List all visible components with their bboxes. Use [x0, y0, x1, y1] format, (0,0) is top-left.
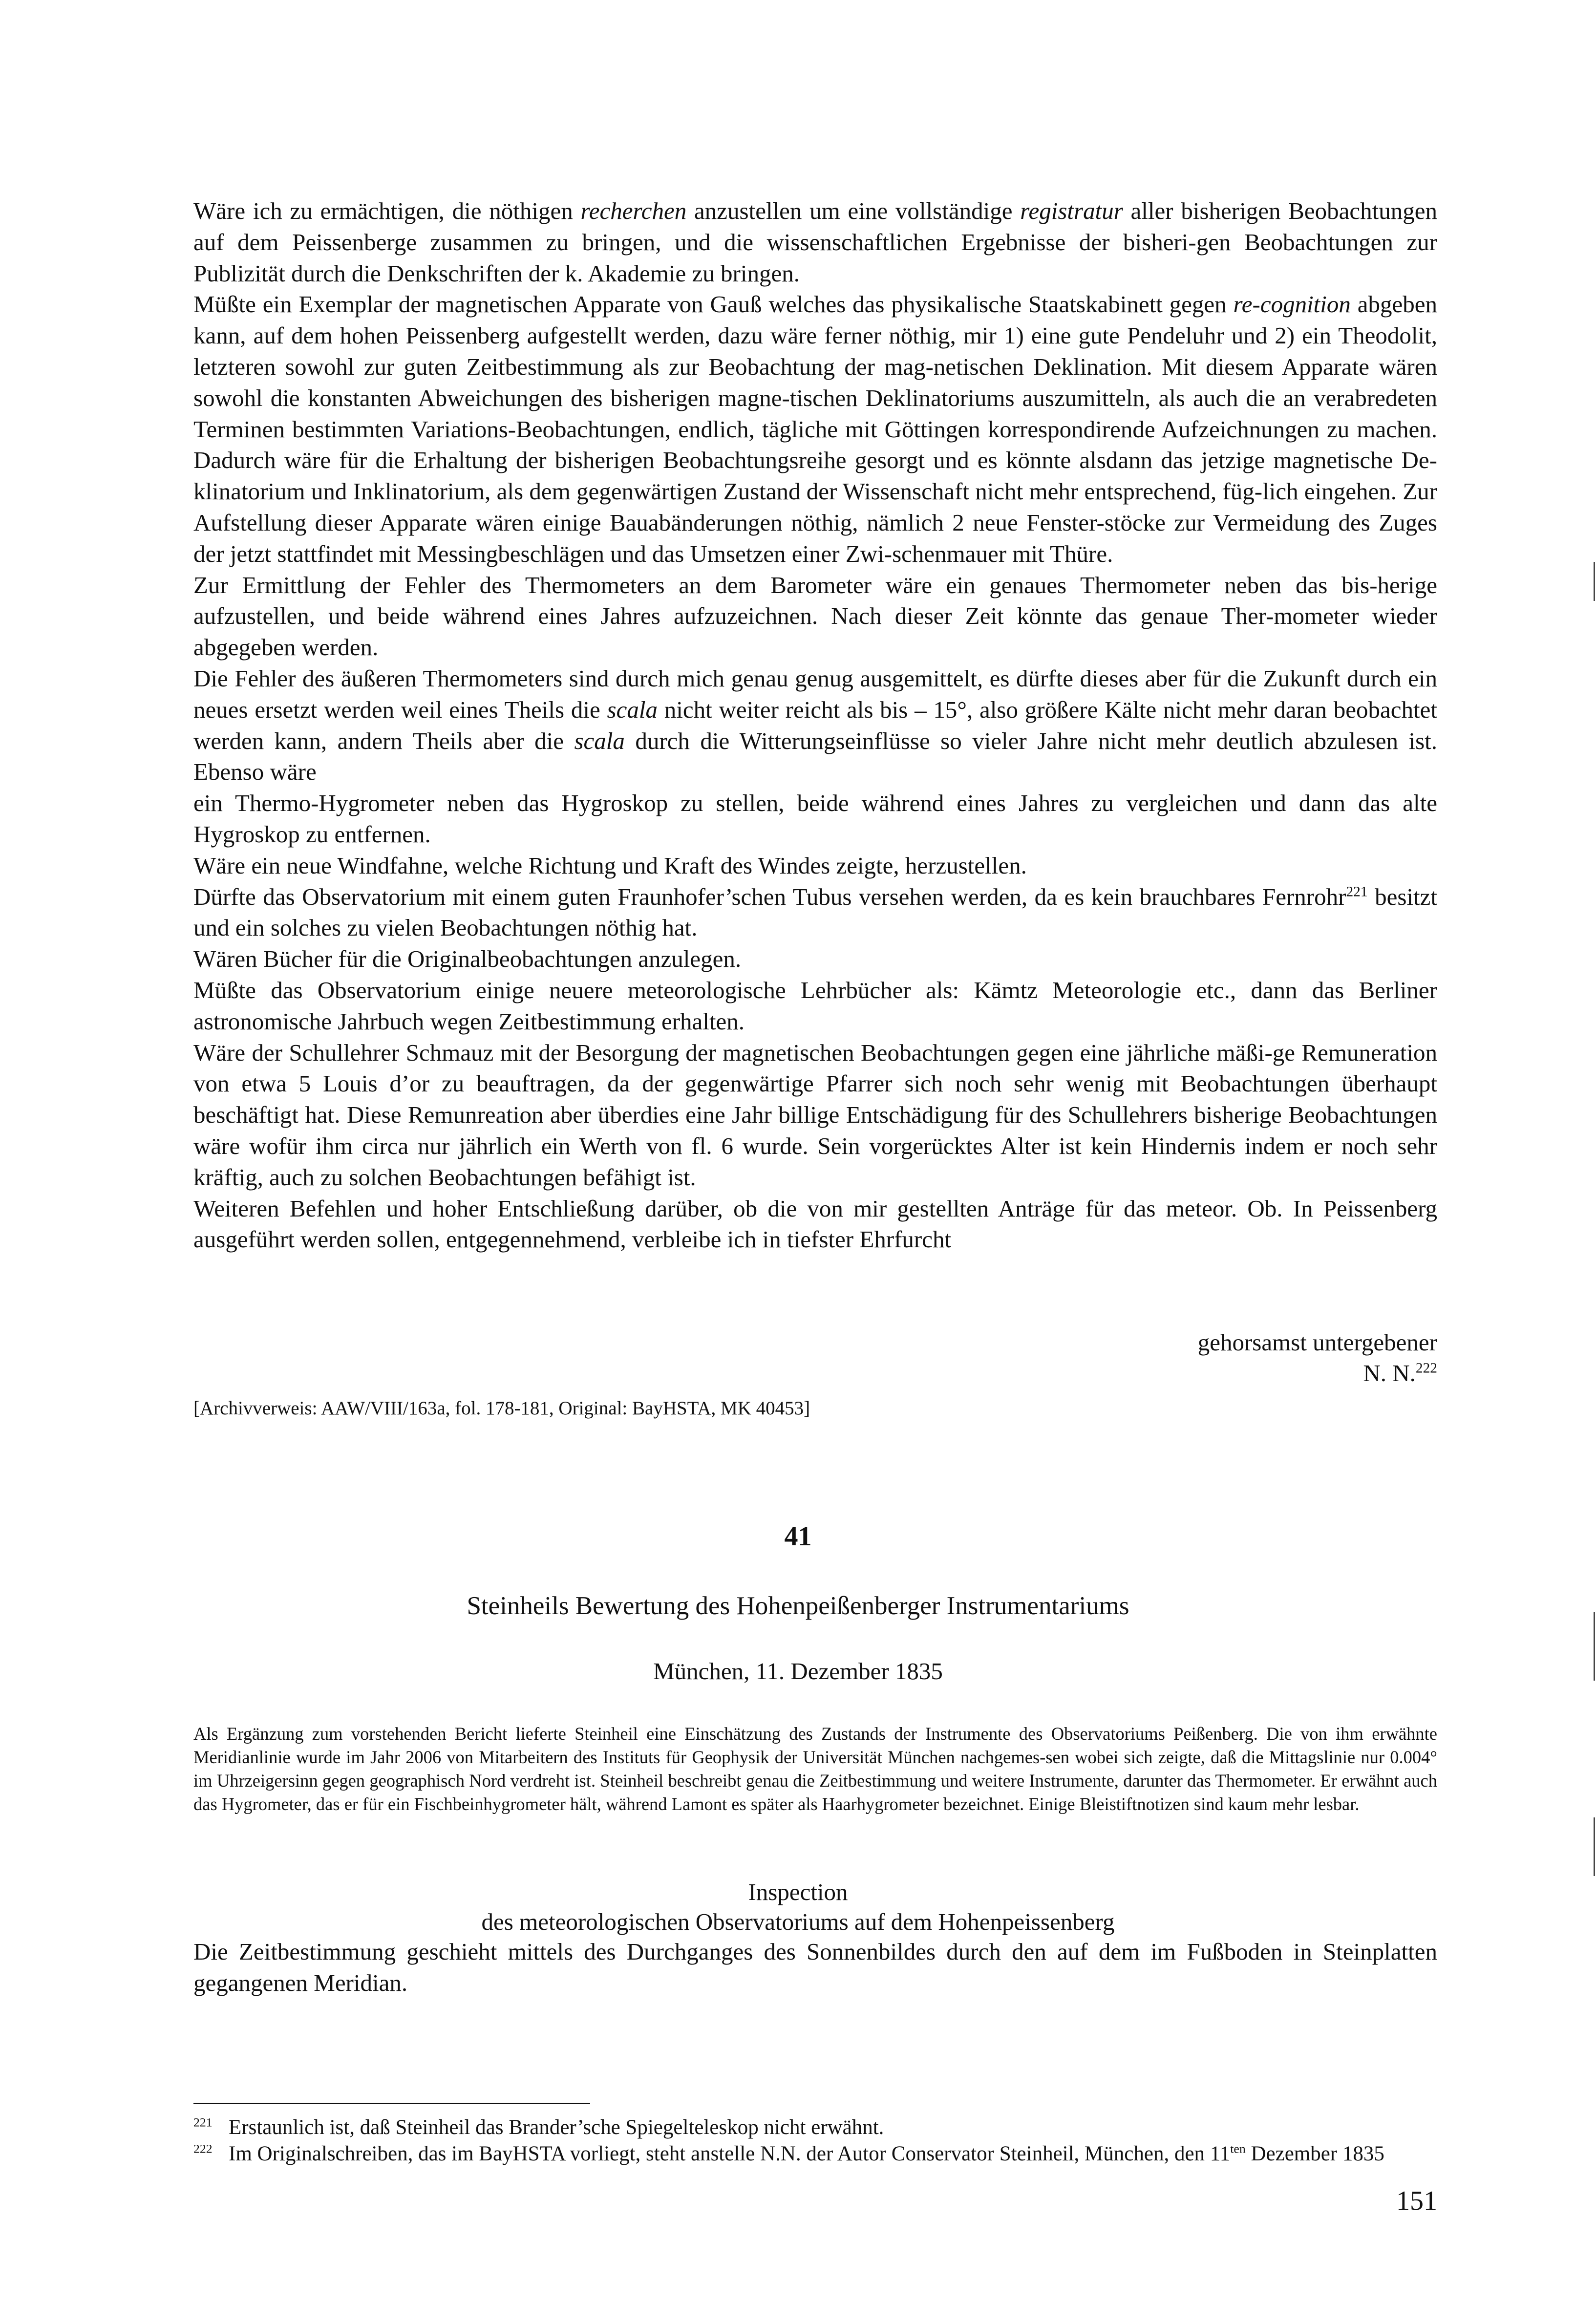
letter-paragraph: Wäre der Schullehrer Schmauz mit der Besorgung der magnetischen Beobachtungen gegen eine jährliche mäßi-ge Remuneration von etwa 5 Louis d’or zu beauftragen, da der gegenwärtige Pfarrer sich noch sehr wenig mit Beobachtungen überhaupt beschäftigt hat. Diese Remunreation aber überdies eine Jahr billige Entschädigung für des Schullehrers bisherige Beobachtungen wäre wofür ihm circa nur jährlich ein Werth von fl. 6 wurde. Sein vorgerücktes Alter ist kein Hindernis indem er noch sehr kräftig, auch zu solchen Beobachtungen befähigt ist.: [193, 1039, 1437, 1191]
footnote-ref-222: 222: [1415, 1360, 1437, 1376]
letter-paragraph: Die Fehler des äußeren Thermometers sind durch mich genau genug ausgemittelt, es dürfte dieses aber für die Zukunft durch ein neues ersetzt werden weil eines Theils die scala nicht weiter reicht als bis – 15°, also größere Kälte nicht mehr daran beobachtet werden kann, andern Theils aber die scala durch die Witterungseinflüsse so vieler Jahre nicht mehr deutlich abzulesen ist. Ebenso wäre: [193, 664, 1438, 786]
document-number: 41: [784, 1521, 812, 1552]
letter-paragraph: ein Thermo-Hygrometer neben das Hygroskop zu stellen, beide während eines Jahres zu vergleichen und dann das alte Hygroskop zu entfernen.: [193, 790, 1437, 848]
footnote-number: 221: [193, 2115, 213, 2130]
footnote-text: Im Originalschreiben, das im BayHSTA vorliegt, steht anstelle N.N. der Autor Conservator Steinheil, München, den $11^{ten}$ Dezember 1835: [229, 2141, 1384, 2165]
letter-paragraph: Müßte ein Exemplar der magnetischen Apparate von Gauß welches das physikalische Staatskabinett gegen re-cognition abgeben kann, auf dem hohen Peissenberg aufgestellt werden, dazu wäre ferner nöthig, mir 1) eine gute Pendeluhr und 2) ein Theodolit, letzteren sowohl zur guten Zeitbestimmung als zur Beobachtung der mag-netischen Deklination. Mit diesem Apparate wären sowohl die konstanten Abweichungen des bisherigen magne-tischen Deklinatoriums auszumitteln, als auch die an verabredeten Terminen bestimmten Variations-Beobachtungen, endlich, tägliche mit Göttingen korrespondirende Aufzeichnungen zu machen. Dadurch wäre für die Erhaltung der bisherigen Beobachtungsreihe gesorgt und es könnte alsdann das jetzige magnetische De-klinatorium und Inklinatorium, als dem gegenwärtigen Zustand der Wissenschaft nicht mehr entsprechend, füg-lich eingehen. Zur Aufstellung dieser Apparate wären einige Bauabänderungen nöthig, nämlich 2 neue Fenster-stöcke zur Vermeidung des Zuges der jetzt stattfindet mit Messingbeschlägen und das Umsetzen einer Zwi-schenmauer mit Thüre.: [193, 291, 1438, 567]
footnotes: [193, 2114, 1437, 2167]
letter-paragraph: Weiteren Befehlen und hoher Entschließung darüber, ob die von mir gestellten Anträge für das meteor. Ob. In Peissenberg ausgeführt werden sollen, entgegennehmend, verbleibe ich in tiefster Ehrfurcht: [193, 1195, 1437, 1253]
footnote-221: [193, 2114, 1437, 2141]
inspection-text: Die Zeitbestimmung geschieht mittels des Durchganges des Sonnenbildes durch den auf dem im Fußboden in Steinplatten gegangenen Meridian.: [193, 1938, 1437, 1996]
closing-formula: gehorsamst untergebener: [1197, 1329, 1437, 1356]
signature-name: N. N.: [1363, 1360, 1416, 1387]
scan-edge-mark: [1594, 562, 1595, 601]
footnote-separator: [193, 2103, 590, 2104]
letter-paragraph: Zur Ermittlung der Fehler des Thermometers an dem Barometer wäre ein genaues Thermometer neben das bis-herige aufzustellen, und beide während eines Jahres aufzuzeichnen. Nach dieser Zeit könnte das genaue Ther-mometer wieder abgegeben werden.: [193, 571, 1437, 661]
editorial-introduction: Als Ergänzung zum vorstehenden Bericht lieferte Steinheil eine Einschätzung des Zustands der Instrumente des Observatoriums Peißenberg. Die von ihm erwähnte Meridianlinie wurde im Jahr 2006 von Mitarbeitern des Instituts für Geophysik der Universität München nachgemes-sen wobei sich zeigte, daß die Mittagslinie nur 0.004° im Uhrzeigersinn gegen geographisch Nord verdreht ist. Steinheil beschreibt genau die Zeitbestimmung und weitere Instrumente, darunter das Thermometer. Er erwähnt auch das Hygrometer, das er für ein Fischbeinhygrometer hält, während Lamont es später als Haarhygrometer bezeichnet. Einige Bleistiftnotizen sind kaum mehr lesbar.: [193, 1724, 1437, 1814]
footnote-222: [193, 2141, 1437, 2167]
document-title: Steinheils Bewertung des Hohenpeißenberger Instrumentariums: [467, 1592, 1129, 1620]
letter-paragraph: Dürfte das Observatorium mit einem guten Fraunhofer’schen Tubus versehen werden, da es kein brauchbares Fernrohr$^{221}$ besitzt und ein solches zu vielen Beobachtungen nöthig hat.: [193, 883, 1437, 941]
letter-closing: [977, 1327, 1437, 1388]
letter-paragraph: Müßte das Observatorium einige neuere meteorologische Lehrbücher als: Kämtz Meteorologie etc., dann das Berliner astronomische Jahrbuch wegen Zeitbestimmung erhalten.: [193, 976, 1437, 1035]
footnote-number: 222: [193, 2141, 213, 2156]
letter-paragraph: Wäre ein neue Windfahne, welche Richtung und Kraft des Windes zeigte, herzustellen.: [193, 852, 1027, 879]
page-number: 151: [1396, 2186, 1437, 2216]
archive-reference: [Archivverweis: AAW/VIII/163a, fol. 178-181, Original: BayHSTA, MK 40453]: [193, 1398, 810, 1419]
scan-edge-mark: [1594, 1817, 1595, 1876]
letter-paragraph: Wäre ich zu ermächtigen, die nöthigen recherchen anzustellen um eine vollständige registratur aller bisherigen Beobachtungen auf dem Peissenberge zusammen zu bringen, und die wissenschaftlichen Ergebnisse der bisheri-gen Beobachtungen zur Publizität durch die Denkschriften der k. Akademie zu bringen.: [193, 197, 1437, 287]
letter-body: [193, 195, 1437, 1255]
document-date: München, 11. Dezember 1835: [653, 1658, 943, 1685]
footnote-ref-221: 221: [1346, 884, 1368, 900]
inspection-heading: Inspection: [748, 1878, 848, 1905]
scan-edge-mark: [1594, 1612, 1595, 1681]
inspection-subheading: des meteorologischen Observatoriums auf dem Hohenpeissenberg: [481, 1908, 1115, 1935]
letter-paragraph: Wären Bücher für die Originalbeobachtungen anzulegen.: [193, 945, 742, 973]
footnote-text: Erstaunlich ist, daß Steinheil das Brander’sche Spiegelteleskop nicht erwähnt.: [229, 2116, 884, 2139]
signature: [977, 1358, 1437, 1388]
